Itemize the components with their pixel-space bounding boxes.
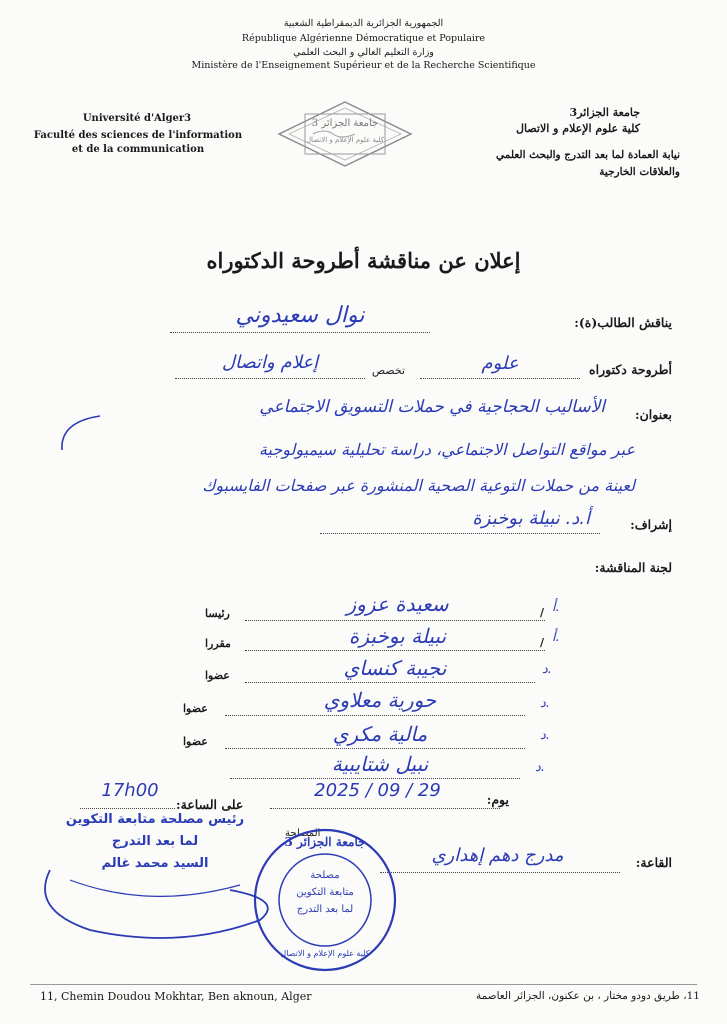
left-faculty-line2: et de la communication <box>71 144 205 155</box>
day-dots <box>270 808 500 809</box>
thesis-type: علوم <box>481 353 519 374</box>
right-dept-line1: نيابة العمادة لما بعد التدرج والبحث العلمي <box>496 149 680 161</box>
service-label: المصلحة <box>285 828 321 839</box>
page-title: إعلان عن مناقشة أطروحة الدكتوراه <box>206 248 521 273</box>
day-value: 2025 / 09 / 29 <box>314 780 441 801</box>
logo-text-line2: كلية علوم الإعلام و الاتصال <box>305 136 385 144</box>
thesis-label: أطروحة دكتوراه <box>589 362 672 377</box>
committee-title-2: / <box>540 636 545 649</box>
committee-prefix-2: أ. <box>552 630 560 645</box>
ministry-ar: وزارة التعليم العالي و البحث العلمي <box>293 47 434 58</box>
thesis-dots <box>420 378 580 379</box>
committee-dots-2 <box>245 650 545 651</box>
room-dots <box>380 872 620 873</box>
ministry-fr: Ministère de l'Enseignement Supérieur et de la Recherche Scientifique <box>191 60 536 71</box>
day-label: يوم: <box>486 792 509 807</box>
committee-prefix-1: أ. <box>552 600 560 615</box>
stamp-chief-line1: رئيس مصلحة متابعة التكوين <box>65 812 245 827</box>
committee-dots-4 <box>225 715 525 716</box>
room-label: القاعة: <box>635 855 672 870</box>
subject-bracket <box>50 412 110 452</box>
candidate-label: يناقش الطالب(ة): <box>574 315 672 330</box>
committee-role-3: عضوا <box>205 669 230 682</box>
right-dept-line2: والعلاقات الخارجية <box>599 166 680 178</box>
supervisor-name: أ.د. نبيلة بوخبزة <box>472 508 590 529</box>
stamp-chief-line3: السيد محمد غالم <box>101 856 209 871</box>
subject-label: بعنوان: <box>634 407 672 422</box>
subject-line-3: لعينة من حملات التوعية الصحية المنشورة عبر صفحات الفايسبوك <box>202 476 635 495</box>
subject-line-1: الأساليب الحجاجية في حملات التسويق الاجتماعي <box>259 397 605 417</box>
right-faculty: كلية علوم الإعلام و الاتصال <box>516 122 640 135</box>
committee-prefix-4: د. <box>540 696 550 711</box>
round-stamp-mid-1: مصلحة <box>310 870 340 881</box>
committee-role-5: عضوا <box>183 735 208 748</box>
stamp-chief-line2: لما بعد التدرج <box>111 834 199 849</box>
round-stamp-bottom: كلية علوم الإعلام و الاتصال <box>280 949 370 958</box>
time-label: على الساعة: <box>176 797 244 812</box>
left-university: Université d'Alger3 <box>82 113 192 124</box>
room-value: مدرج دهم إهداري <box>431 845 564 866</box>
committee-name-2: نبيلة بوخبزة <box>348 624 447 648</box>
supervisor-label: إشراف: <box>630 517 672 532</box>
committee-label: لجنة المناقشة: <box>594 560 672 575</box>
specialty-value: إعلام واتصال <box>221 352 319 373</box>
logo-text-line1: جامعة الجزائر 3 <box>311 118 379 129</box>
specialty-dots <box>175 378 365 379</box>
candidate-dots <box>170 332 430 333</box>
footer-divider <box>30 984 697 985</box>
committee-role-1: رئيسا <box>205 607 230 620</box>
committee-prefix-5: د. <box>540 728 550 743</box>
left-faculty-line1: Faculté des sciences de l'information <box>33 130 243 141</box>
round-stamp-top: جامعة الجزائر 3 <box>284 835 366 849</box>
specialty-label: تخصص <box>371 364 405 377</box>
committee-dots-3 <box>245 682 535 683</box>
supervisor-dots <box>320 533 600 534</box>
round-stamp-mid-3: لما بعد التدرج <box>296 904 354 915</box>
time-dots <box>80 808 175 809</box>
committee-prefix-6: د. <box>535 760 545 775</box>
footer-address-ar: 11، طريق دودو مختار ، بن عكنون، الجزائر العاصمة <box>475 990 700 1002</box>
committee-role-4: عضوا <box>183 702 208 715</box>
candidate-name: نوال سعيدوني <box>235 303 365 328</box>
committee-dots-5 <box>225 748 525 749</box>
committee-dots-1 <box>245 620 545 621</box>
committee-name-5: مالية مكري <box>332 722 428 746</box>
republic-ar: الجمهورية الجزائرية الديمقراطية الشعبية <box>283 18 444 29</box>
right-university: جامعة الجزائر3 <box>569 106 640 119</box>
footer-address-fr: 11, Chemin Doudou Mokhtar, Ben aknoun, Alger <box>40 990 312 1003</box>
round-stamp-mid-2: متابعة التكوين <box>296 887 354 898</box>
committee-role-2: مقررا <box>205 637 231 650</box>
committee-name-1: سعيدة عزوز <box>346 592 449 616</box>
committee-name-4: حورية معلاوي <box>323 688 437 712</box>
committee-dots-6 <box>230 778 520 779</box>
committee-name-3: نجيبة كنساي <box>343 656 447 680</box>
committee-prefix-3: د. <box>542 662 552 677</box>
time-value: 17h00 <box>101 780 159 801</box>
committee-title-1: / <box>540 606 545 619</box>
university-logo <box>275 100 415 168</box>
round-stamp <box>250 825 400 975</box>
committee-name-6: نبيل شتايبية <box>331 752 429 776</box>
republic-fr: République Algérienne Démocratique et Populaire <box>241 33 486 44</box>
subject-line-2: عبر مواقع التواصل الاجتماعي، دراسة تحليلية سيميولوجية <box>258 440 635 459</box>
